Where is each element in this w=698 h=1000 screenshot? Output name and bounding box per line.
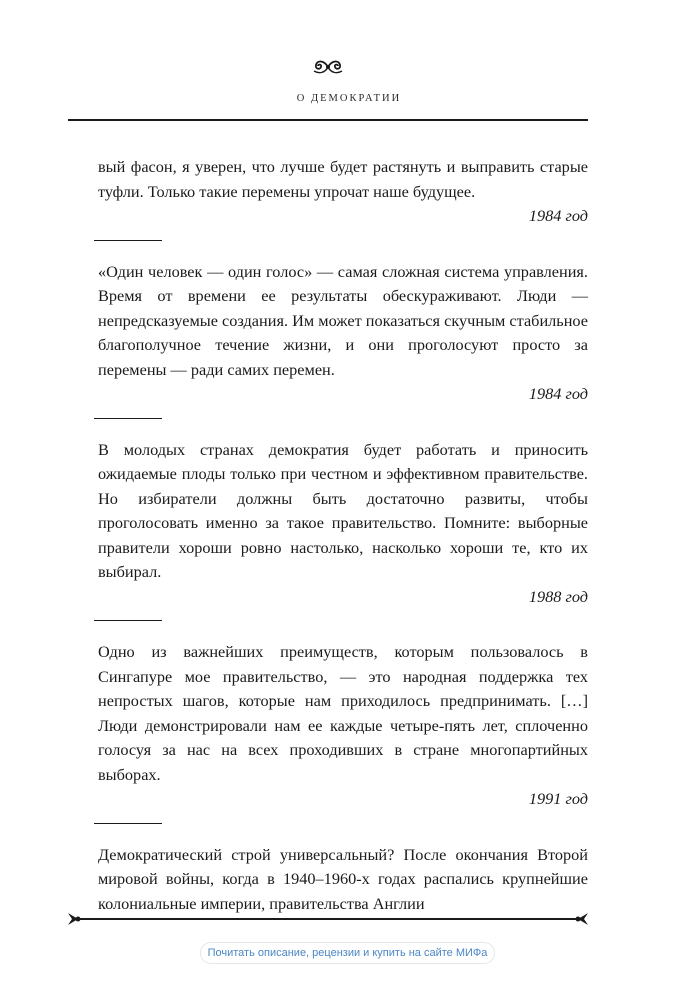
header-rule — [68, 119, 588, 121]
page-body — [98, 155, 588, 916]
section-separator — [94, 240, 162, 241]
fleuron-ornament-icon — [310, 57, 346, 77]
quote-paragraph: Демократический строй универсальный? После окончания Второй мировой войны, когда в 1940–1960-х годах распались крупнейшие колониальные империи, правительства Англии — [98, 844, 588, 913]
year-label: 1984 год — [528, 384, 588, 403]
quote-paragraph: «Один человек — один голос» — самая сложная система управления. Время от времени ее результаты обескураживают. Люди — непредсказуемые создания. Им может показаться скучным стабильное благополучное течение жизни, и они проголосуют просто за перемены — ради самих перемен. — [98, 261, 588, 379]
running-title: О ДЕМОКРАТИИ — [296, 93, 402, 104]
paragraph-continued: вый фасон, я уверен, что лучше будет растянуть и выправить старые туфли. Только такие перемены упрочат наше будущее. — [98, 157, 588, 201]
quote-paragraph: Одно из важнейших преимуществ, которым пользовалось в Сингапуре мое правительство, — это народная поддержка тех непростых шагов, которые нам приходилось предпринимать. […] Люди демонстрировали нам ее каждые четыре-пять лет, сплоченно голосуя за нас на всех проходивших в стране многопартийных выборах. — [98, 642, 588, 784]
buy-link[interactable]: Почитать описание, рецензии и купить на сайте МИФа — [200, 942, 495, 964]
section-separator — [94, 620, 162, 621]
section-separator — [94, 823, 162, 824]
decorative-rule-icon — [64, 910, 592, 928]
year-label: 1991 год — [528, 789, 588, 808]
year-label: 1988 год — [528, 586, 588, 606]
section-separator — [94, 418, 162, 419]
quote-paragraph: В молодых странах демократия будет работать и приносить ожидаемые плоды только при честном и эффективном правительстве. Но избиратели должны быть достаточно развиты, чтобы проголосовать именно за такое правительство. Помните: выборные правители хороши ровно настолько, насколько хороши те, кто их выбирал. — [98, 439, 588, 581]
year-label: 1984 год — [528, 206, 588, 225]
